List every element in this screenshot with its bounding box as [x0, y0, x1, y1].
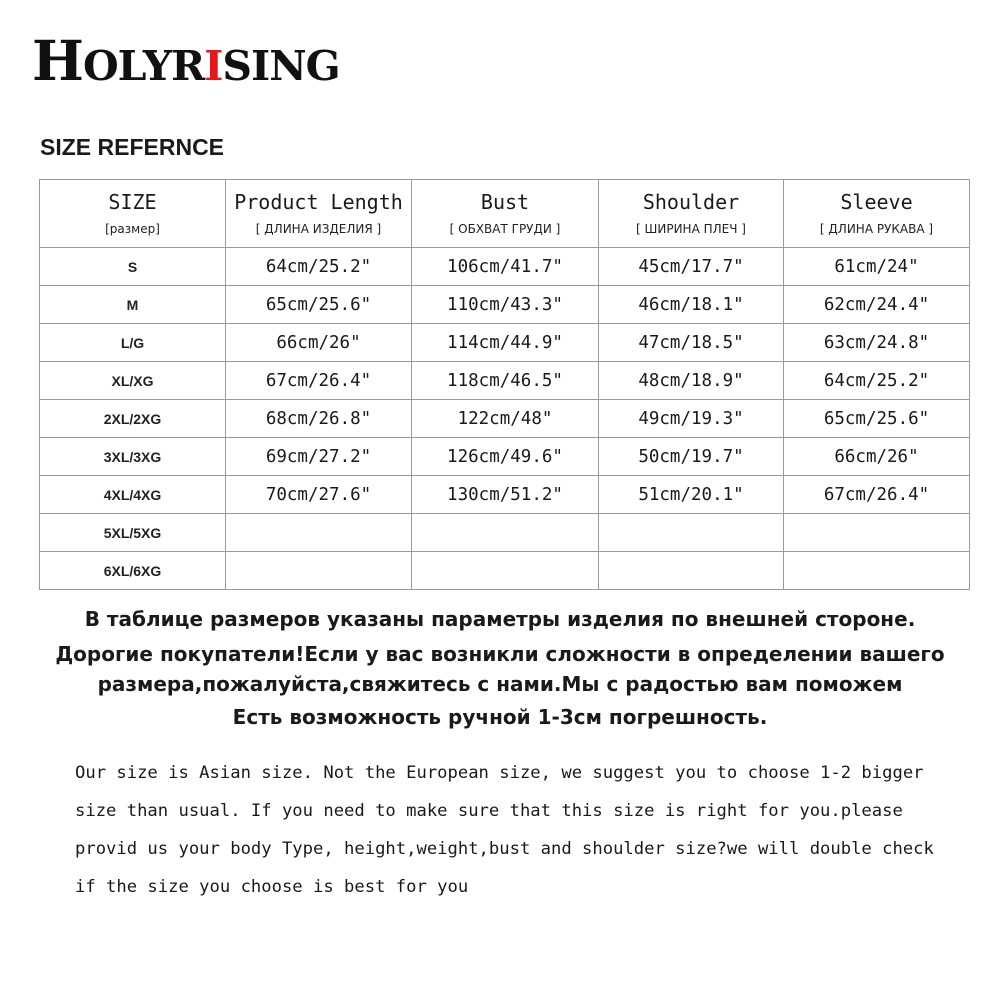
bust-cell: 106cm/41.7" [412, 248, 599, 286]
header-shoulder [599, 180, 784, 248]
shoulder-cell: 49cm/19.3" [599, 400, 784, 438]
english-note-line: Our size is Asian size. Not the European size, we suggest you to choose 1-2 bigger [75, 763, 924, 783]
brand-logo [32, 30, 340, 97]
header-label-ru: [ ДЛИНА ИЗДЕЛИЯ ] [255, 221, 382, 236]
header-label: SIZE [108, 189, 157, 214]
bust-cell: 110cm/43.3" [412, 286, 599, 324]
bust-cell: 118cm/46.5" [412, 362, 599, 400]
header-size [40, 180, 226, 248]
logo-part: OLYR [82, 42, 205, 90]
product-length-cell: 68cm/26.8" [226, 400, 412, 438]
sleeve-cell: 62cm/24.4" [784, 286, 970, 324]
sleeve-cell [784, 514, 970, 552]
bust-cell [412, 552, 599, 590]
sleeve-cell: 65cm/25.6" [784, 400, 970, 438]
size-label: 6XL/6XG [40, 552, 226, 590]
header-label: Bust [480, 189, 530, 214]
header-label-ru: [размер] [105, 221, 160, 236]
header-product-length [226, 180, 412, 248]
logo-red-letter: I [204, 42, 223, 90]
english-note-line: if the size you choose is best for you [75, 877, 469, 897]
logo-part: SING [222, 42, 340, 90]
size-label: XL/XG [40, 362, 226, 400]
sleeve-cell: 64cm/25.2" [784, 362, 970, 400]
shoulder-cell: 48cm/18.9" [599, 362, 784, 400]
table-row [40, 552, 970, 590]
shoulder-cell [599, 514, 784, 552]
header-label: Product Length [234, 189, 403, 214]
product-length-cell: 65cm/25.6" [226, 286, 412, 324]
logo-initial: H [32, 28, 83, 93]
size-label: 4XL/4XG [40, 476, 226, 514]
table-row [40, 362, 970, 400]
size-label: L/G [40, 324, 226, 362]
russian-note-line: Дорогие покупатели!Если у вас возникли сложности в определении вашего [55, 642, 945, 666]
size-label: M [40, 286, 226, 324]
size-label: 5XL/5XG [40, 514, 226, 552]
shoulder-cell: 50cm/19.7" [599, 438, 784, 476]
product-length-cell: 70cm/27.6" [226, 476, 412, 514]
header-sleeve [784, 180, 970, 248]
shoulder-cell: 51cm/20.1" [599, 476, 784, 514]
header-bust [412, 180, 599, 248]
russian-note-line: размера,пожалуйста,свяжитесь с нами.Мы с радостью вам поможем [97, 672, 903, 696]
sleeve-cell: 66cm/26" [784, 438, 970, 476]
product-length-cell [226, 552, 412, 590]
header-label-ru: [ ОБХВАТ ГРУДИ ] [449, 221, 561, 236]
english-note-line: size than usual. If you need to make sure that this size is right for you.please [75, 801, 903, 821]
table-row [40, 286, 970, 324]
header-row [40, 180, 970, 248]
table-row [40, 324, 970, 362]
bust-cell [412, 514, 599, 552]
header-label: Shoulder [642, 189, 740, 214]
bust-cell: 122cm/48" [412, 400, 599, 438]
shoulder-cell: 46cm/18.1" [599, 286, 784, 324]
bust-cell: 130cm/51.2" [412, 476, 599, 514]
sleeve-cell: 61cm/24" [784, 248, 970, 286]
header-label-ru: [ ДЛИНА РУКАВА ] [819, 221, 934, 236]
sleeve-cell: 67cm/26.4" [784, 476, 970, 514]
table-row [40, 476, 970, 514]
table-row [40, 514, 970, 552]
product-length-cell: 69cm/27.2" [226, 438, 412, 476]
table-row [40, 438, 970, 476]
table-row [40, 248, 970, 286]
product-length-cell [226, 514, 412, 552]
size-table [39, 179, 970, 590]
table-row [40, 400, 970, 438]
header-label: Sleeve [840, 189, 913, 214]
english-note-line: provid us your body Type, height,weight,bust and shoulder size?we will double check [75, 839, 934, 859]
shoulder-cell: 47cm/18.5" [599, 324, 784, 362]
size-label: 2XL/2XG [40, 400, 226, 438]
size-label: S [40, 248, 226, 286]
product-length-cell: 66cm/26" [226, 324, 412, 362]
russian-note-line: Есть возможность ручной 1-3см погрешность. [232, 705, 768, 729]
product-length-cell: 67cm/26.4" [226, 362, 412, 400]
header-label-ru: [ ШИРИНА ПЛЕЧ ] [636, 221, 746, 236]
bust-cell: 114cm/44.9" [412, 324, 599, 362]
bust-cell: 126cm/49.6" [412, 438, 599, 476]
shoulder-cell: 45cm/17.7" [599, 248, 784, 286]
sleeve-cell [784, 552, 970, 590]
product-length-cell: 64cm/25.2" [226, 248, 412, 286]
size-reference-heading: SIZE REFERNCE [40, 134, 225, 160]
russian-note-line: В таблице размеров указаны параметры изделия по внешней стороне. [84, 607, 916, 631]
shoulder-cell [599, 552, 784, 590]
size-label: 3XL/3XG [40, 438, 226, 476]
sleeve-cell: 63cm/24.8" [784, 324, 970, 362]
